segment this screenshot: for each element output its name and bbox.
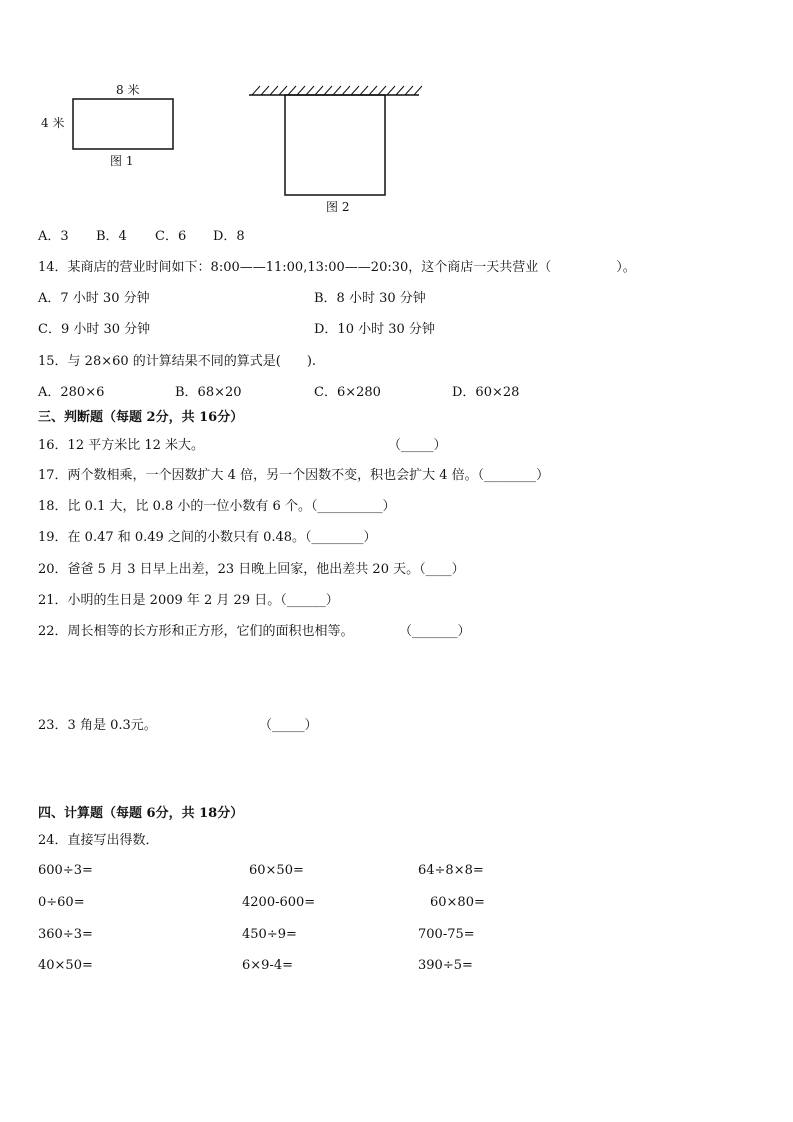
wall-hatch-mark: [414, 86, 422, 95]
figures-canvas: [0, 0, 793, 230]
q18-text: 18．比 0.1 大，比 0.8 小的一位小数有 6 个。: [38, 499, 311, 514]
wall-hatch-mark: [315, 86, 323, 95]
wall-hatch-mark: [288, 86, 296, 95]
q22-blank[interactable]: （_______）: [399, 624, 471, 639]
wall-hatch-mark: [324, 86, 332, 95]
calc-r1-c2: 60×50=: [249, 863, 304, 878]
q16-text: 16．12 平方米比 12 米大。: [38, 438, 205, 453]
wall-hatch-mark: [360, 86, 368, 95]
calc-r1-c1: 600÷3=: [38, 863, 93, 878]
fig2-rectangle: [285, 95, 385, 195]
q23-blank[interactable]: （_____）: [259, 718, 318, 733]
q19-blank[interactable]: （________）: [305, 530, 377, 545]
q20-blank[interactable]: （____）: [419, 562, 465, 577]
wall-hatch-mark: [252, 86, 260, 95]
q14-stem: 14．某商店的营业时间如下：8:00——11:00,13:00——20:30，这个商店一天共营业（ ）。: [38, 260, 636, 275]
q15-option-d: D．60×28: [452, 385, 520, 400]
q14-option-d: D．10 小时 30 分钟: [314, 322, 435, 337]
calc-r4-c2: 6×9-4=: [242, 958, 293, 973]
calc-r1-c3: 64÷8×8=: [418, 863, 484, 878]
wall-hatch-mark: [297, 86, 305, 95]
q19-line: [38, 530, 377, 546]
calc-r2-c1: 0÷60=: [38, 895, 85, 910]
q13-option-a: A．3: [38, 229, 69, 244]
q13-option-b: B．4: [96, 229, 127, 244]
q17-blank[interactable]: （________）: [477, 468, 550, 483]
wall-hatch-mark: [342, 86, 350, 95]
calc-r4-c1: 40×50=: [38, 958, 93, 973]
q17-line: [38, 468, 549, 484]
wall-hatch-mark: [387, 86, 395, 95]
q18-line: [38, 499, 395, 515]
fig1-caption: 图 1: [110, 154, 134, 168]
calc-r3-c1: 360÷3=: [38, 927, 93, 942]
section3-title: 三、判断题（每题 2分，共 16分）: [38, 410, 244, 425]
q18-blank[interactable]: （__________）: [310, 499, 396, 514]
q16-blank[interactable]: （_____）: [388, 438, 447, 453]
q17-text: 17．两个数相乘，一个因数扩大 4 倍，另一个因数不变，积也会扩大 4 倍。: [38, 468, 478, 483]
q20-line: [38, 562, 465, 578]
fig1-side-label: 4 米: [41, 116, 65, 130]
calc-r4-c3: 390÷5=: [418, 958, 473, 973]
section4-title: 四、计算题（每题 6分，共 18分）: [38, 806, 244, 821]
q13-option-d: D．8: [213, 229, 245, 244]
wall-hatch-mark: [396, 86, 404, 95]
q15-stem: 15．与 28×60 的计算结果不同的算式是( ).: [38, 354, 317, 369]
q21-line: [38, 593, 339, 609]
calc-r2-c2: 4200-600=: [242, 895, 316, 910]
fig1-top-label: 8 米: [116, 83, 140, 97]
wall-hatch-mark: [378, 86, 386, 95]
wall-hatch-mark: [351, 86, 359, 95]
wall-hatch-mark: [279, 86, 287, 95]
fig1-rectangle: [73, 99, 173, 149]
q14-option-c: C．9 小时 30 分钟: [38, 322, 151, 337]
wall-hatch-mark: [369, 86, 377, 95]
calc-r2-c3: 60×80=: [430, 895, 485, 910]
wall-hatch-mark: [306, 86, 314, 95]
wall-hatch-mark: [333, 86, 341, 95]
wall-hatch-mark: [261, 86, 269, 95]
wall-hatch-mark: [270, 86, 278, 95]
q15-option-a: A．280×6: [38, 385, 105, 400]
fig2-wall: [249, 86, 422, 95]
q23-text: 23．3 角是 0.3元。: [38, 718, 157, 733]
q19-text: 19．在 0.47 和 0.49 之间的小数只有 0.48。: [38, 530, 306, 545]
q20-text: 20．爸爸 5 月 3 日早上出差，23 日晚上回家，他出差共 20 天。: [38, 562, 420, 577]
q21-blank[interactable]: （______）: [280, 593, 339, 608]
q21-text: 21．小明的生日是 2009 年 2 月 29 日。: [38, 593, 281, 608]
q14-option-a: A．7 小时 30 分钟: [38, 291, 150, 306]
fig2-caption: 图 2: [326, 200, 350, 214]
q14-option-b: B．8 小时 30 分钟: [314, 291, 426, 306]
q22-text: 22．周长相等的长方形和正方形，它们的面积也相等。: [38, 624, 354, 639]
calc-r3-c2: 450÷9=: [242, 927, 297, 942]
q15-option-b: B．68×20: [175, 385, 242, 400]
calc-r3-c3: 700-75=: [418, 927, 475, 942]
q15-option-c: C．6×280: [314, 385, 381, 400]
wall-hatch-mark: [405, 86, 413, 95]
q13-option-c: C．6: [155, 229, 187, 244]
q24-stem: 24．直接写出得数．: [38, 833, 159, 848]
